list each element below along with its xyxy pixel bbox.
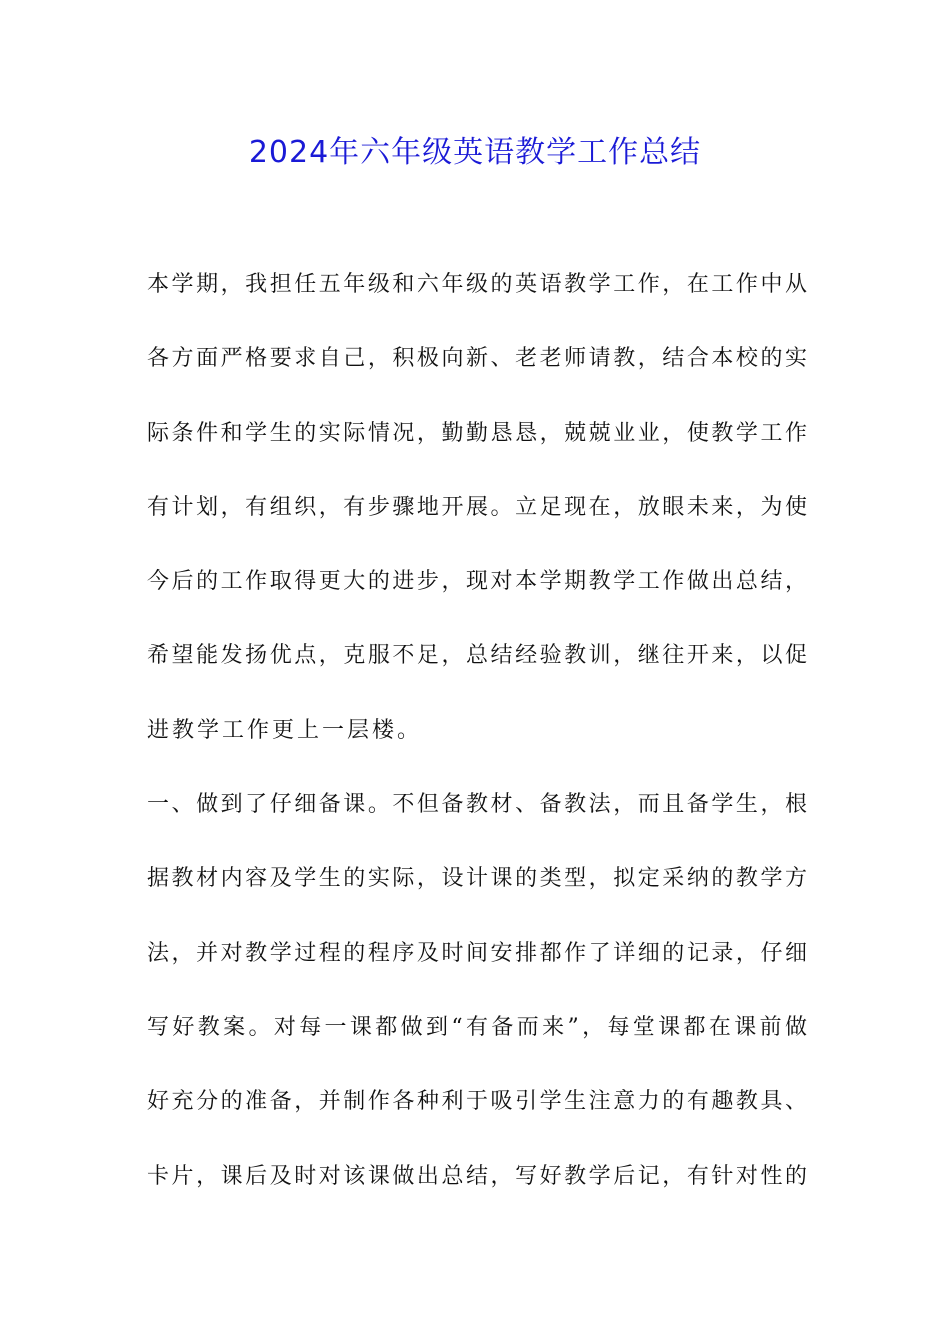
body-line: 据教材内容及学生的实际，设计课的类型，拟定采纳的教学方 [147,866,807,892]
body-line: 好充分的准备，并制作各种利于吸引学生注意力的有趣教具、 [147,1089,807,1115]
body-line: 今后的工作取得更大的进步，现对本学期教学工作做出总结， [147,569,807,595]
body-line: 本学期，我担任五年级和六年级的英语教学工作，在工作中从 [147,272,807,297]
body-line: 各方面严格要求自己，积极向新、老老师请教，结合本校的实 [147,346,807,372]
document-title: 2024年六年级英语教学工作总结 [248,135,702,170]
body-line-paragraph-end: 进教学工作更上一层楼。 [147,717,423,743]
body-line: 希望能发扬优点，克服不足，总结经验教训，继往开来，以促 [147,643,807,669]
body-line: 际条件和学生的实际情况，勤勤恳恳，兢兢业业，使教学工作 [147,420,807,446]
body-line: 卡片，课后及时对该课做出总结，写好教学后记，有针对性的 [147,1163,807,1189]
body-line: 有计划，有组织，有步骤地开展。立足现在，放眼未来，为使 [147,494,807,520]
body-line-section-one: 一、做到了仔细备课。不但备教材、备教法，而且备学生，根 [147,792,807,818]
document-body [147,264,807,1230]
body-line: 法，并对教学过程的程序及时间安排都作了详细的记录，仔细 [147,940,807,966]
body-line: 写好教案。对每一课都做到“有备而来”，每堂课都在课前做 [147,1014,807,1040]
